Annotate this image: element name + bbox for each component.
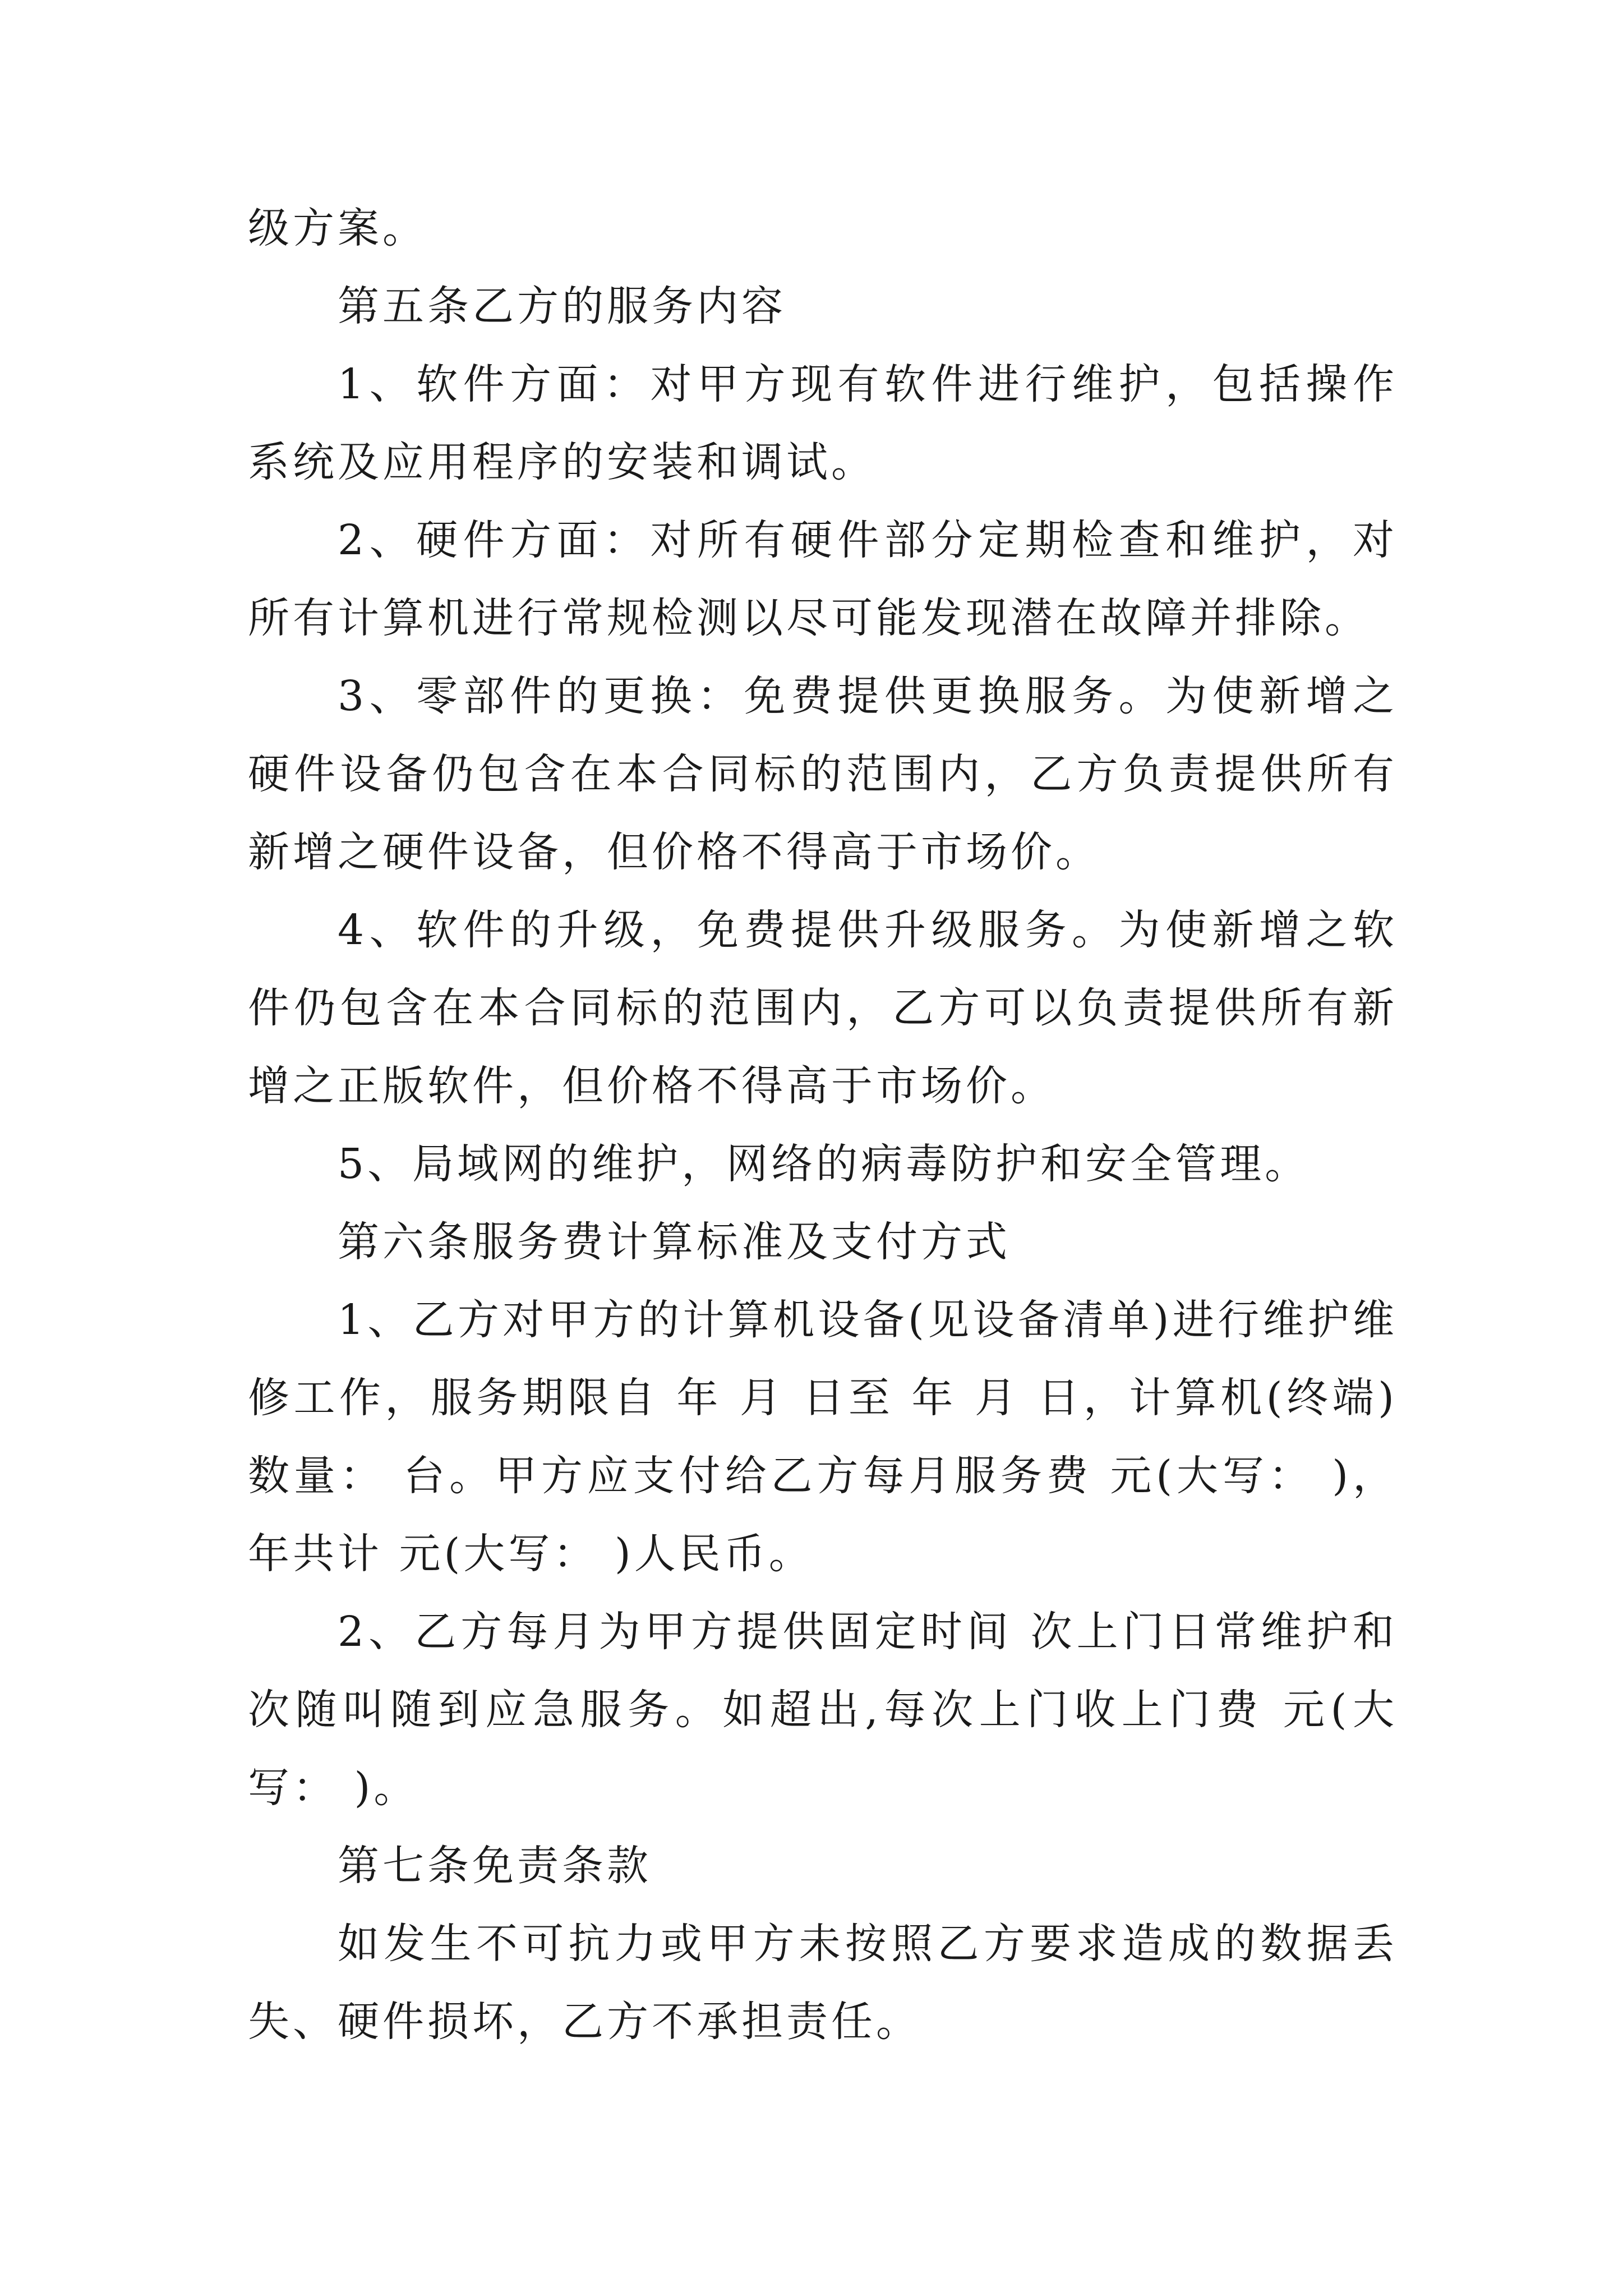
paragraph-continuation: 级方案。 xyxy=(248,204,427,252)
article-5-item-1: 1、软件方面：对甲方现有软件进行维护，包括操作系统及应用程序的安装和调试。 xyxy=(248,360,1398,486)
article-5-item-2: 2、硬件方面：对所有硬件部分定期检查和维护，对所有计算机进行常规检测以尽可能发现潜在故障并排除。 xyxy=(248,516,1398,642)
article-6-heading: 第六条服务费计算标准及支付方式 xyxy=(338,1218,1011,1266)
document-body xyxy=(248,190,1398,2061)
article-7-heading: 第七条免责条款 xyxy=(338,1842,652,1890)
article-5-item-4: 4、软件的升级，免费提供升级服务。为使新增之软件仍包含在本合同标的范围内，乙方可以负责提供所有新增之正版软件，但价格不得高于市场价。 xyxy=(248,906,1398,1110)
article-7-body: 如发生不可抗力或甲方未按照乙方要求造成的数据丢失、硬件损坏，乙方不承担责任。 xyxy=(248,1920,1398,2046)
article-6-item-1: 1、乙方对甲方的计算机设备(见设备清单)进行维护维修工作，服务期限自 年 月 日至 年 月 日，计算机(终端)数量： 台。甲方应支付给乙方每月服务费 元(大写： )，年共计 元(大写： )人民币。 xyxy=(248,1296,1398,1578)
article-6-item-2: 2、乙方每月为甲方提供固定时间 次上门日常维护和 次随叫随到应急服务。如超出,每次上门收上门费 元(大写： )。 xyxy=(248,1608,1398,1812)
article-5-item-3: 3、零部件的更换：免费提供更换服务。为使新增之硬件设备仍包含在本合同标的范围内，乙方负责提供所有新增之硬件设备，但价格不得高于市场价。 xyxy=(248,672,1398,876)
article-5-heading: 第五条乙方的服务内容 xyxy=(338,282,786,330)
article-5-item-5: 5、局域网的维护，网络的病毒防护和安全管理。 xyxy=(338,1140,1310,1188)
